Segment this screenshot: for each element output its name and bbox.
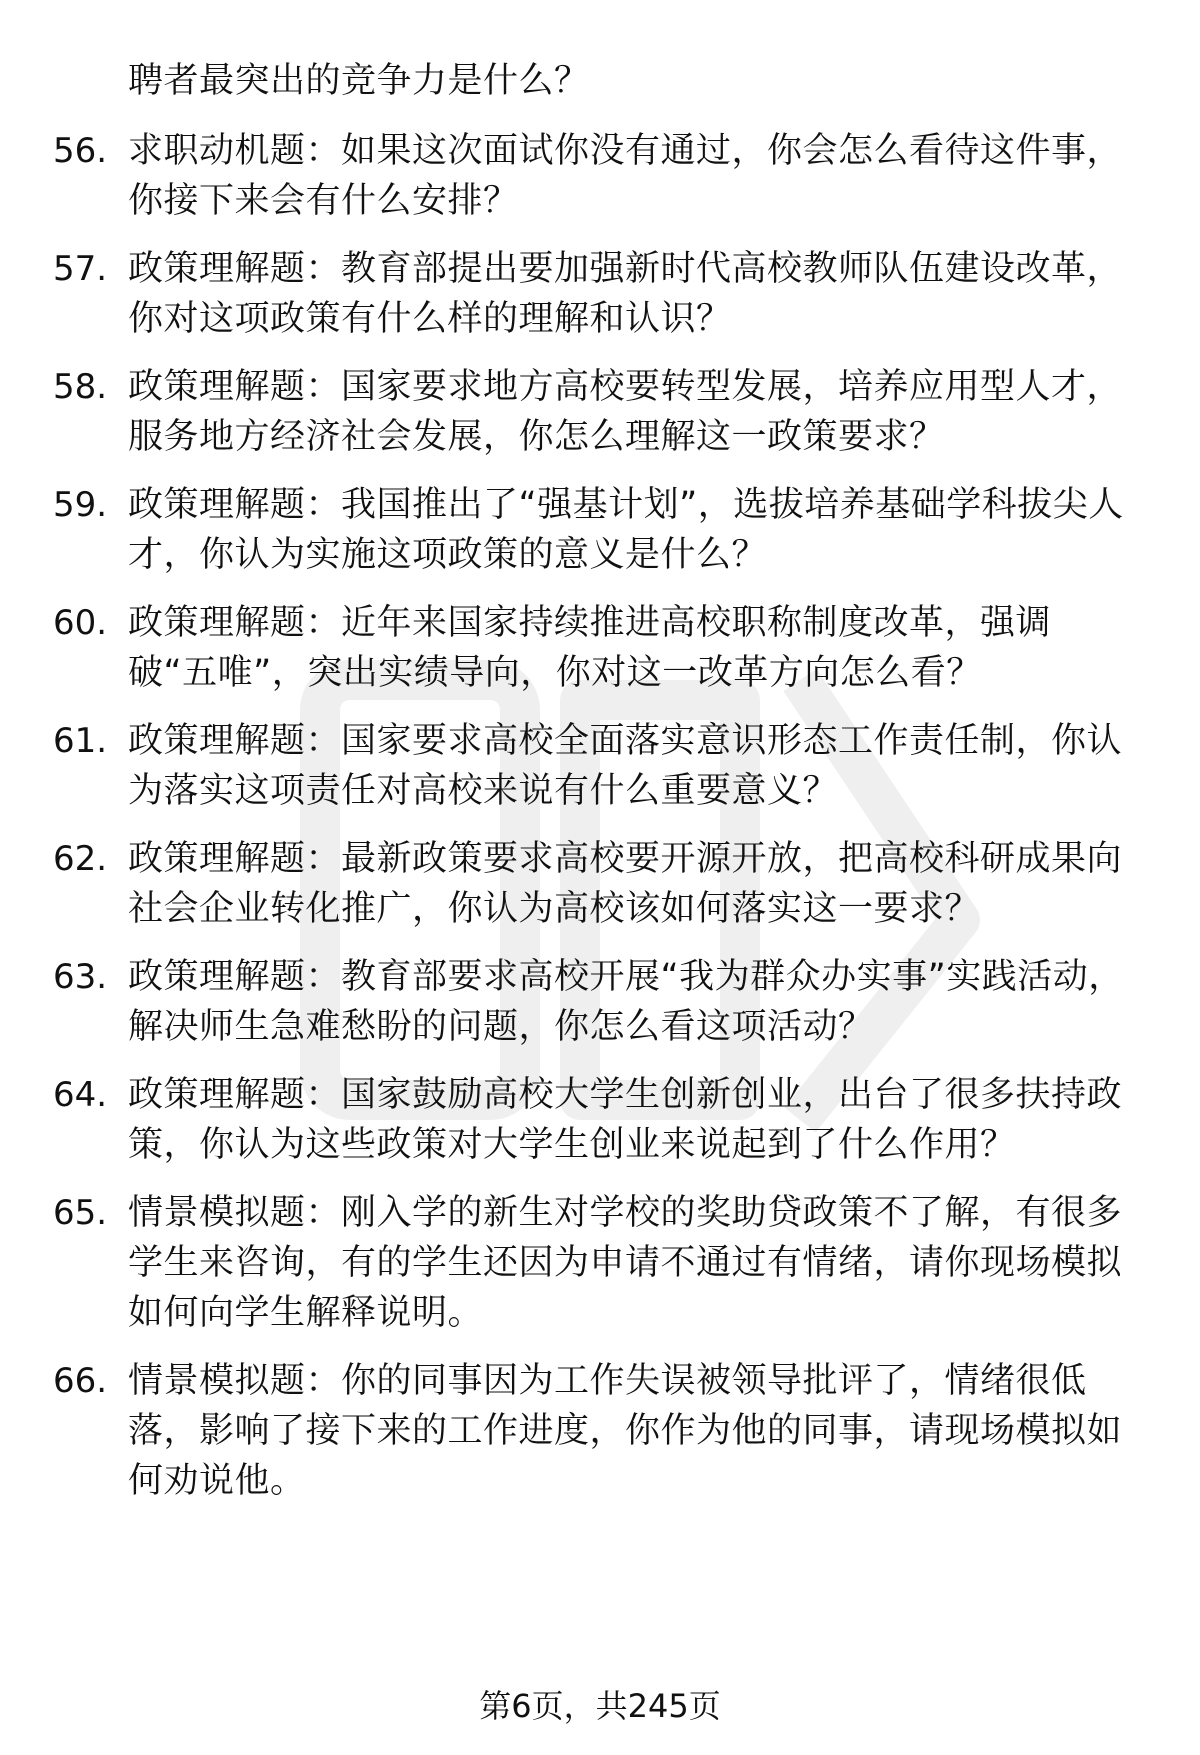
question-text: 政策理解题：国家鼓励高校大学生创新创业，出台了很多扶持政策，你认为这些政策对大学生创业来说起到了什么作用？ [128,1075,1123,1165]
question-text: 政策理解题：国家要求地方高校要转型发展，培养应用型人才，服务地方经济社会发展，你怎么理解这一政策要求？ [128,367,1123,457]
question-text: 政策理解题：我国推出了“强基计划”，选拔培养基础学科拔尖人才，你认为实施这项政策的意义是什么？ [128,485,1124,575]
question-number: 61. [53,721,108,761]
question-number: 62. [53,839,108,879]
question-number: 58. [53,367,108,407]
question-number: 66. [53,1361,108,1401]
question-number: 60. [53,603,108,643]
question-number: 63. [53,957,108,997]
question-text: 情景模拟题：你的同事因为工作失误被领导批评了，情绪很低落，影响了接下来的工作进度，你作为他的同事，请现场模拟如何劝说他。 [128,1361,1123,1501]
page-number-label: 第6页，共245页 [479,1687,721,1725]
question-text: 政策理解题：教育部提出要加强新时代高校教师队伍建设改革，你对这项政策有什么样的理解和认识？ [128,249,1123,339]
question-number: 65. [53,1193,108,1233]
question-number: 57. [53,249,108,289]
question-text: 政策理解题：教育部要求高校开展“我为群众办实事”实践活动，解决师生急难愁盼的问题，你怎么看这项活动？ [128,957,1124,1047]
continuation-text: 聘者最突出的竞争力是什么？ [128,61,590,101]
question-text: 求职动机题：如果这次面试你没有通过，你会怎么看待这件事，你接下来会有什么安排？ [128,131,1123,221]
question-text: 情景模拟题：刚入学的新生对学校的奖助贷政策不了解，有很多学生来咨询，有的学生还因为申请不通过有情绪，请你现场模拟如何向学生解释说明。 [128,1193,1123,1333]
question-number: 59. [53,485,108,525]
question-text: 政策理解题：近年来国家持续推进高校职称制度改革，强调破“五唯”，突出实绩导向，你对这一改革方向怎么看？ [128,603,1052,693]
question-text: 政策理解题：最新政策要求高校要开源开放，把高校科研成果向社会企业转化推广，你认为高校该如何落实这一要求？ [128,839,1123,929]
question-number: 64. [53,1075,108,1115]
page-footer [0,1684,1200,1728]
question-number: 56. [53,131,108,171]
question-text: 政策理解题：国家要求高校全面落实意识形态工作责任制，你认为落实这项责任对高校来说有什么重要意义？ [128,721,1123,811]
